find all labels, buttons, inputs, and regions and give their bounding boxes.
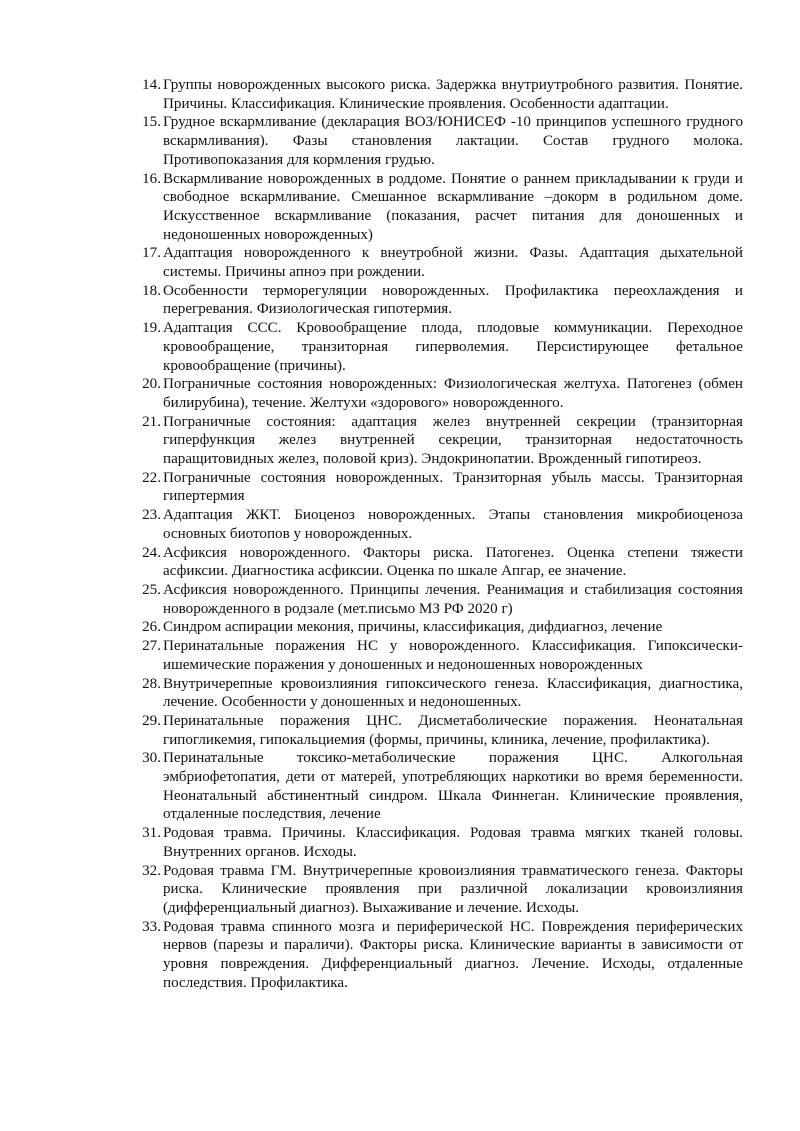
list-item bbox=[133, 824, 743, 861]
item-text: Пограничные состояния новорожденных: Физиологическая желтуха. Патогенез (обмен билирубина), течение. Желтухи «здорового» новорожденного. bbox=[163, 376, 743, 411]
item-number: 15. bbox=[142, 114, 161, 131]
list-item bbox=[133, 581, 743, 618]
item-text: Пограничные состояния: адаптация желез внутренней секреции (транзиторная гиперфункция желез внутренней секреции, транзиторная недостаточность паращитовидных желез, половой криз). Эндокринопатии. Врожденный гипотиреоз. bbox=[163, 413, 743, 468]
list-item bbox=[133, 544, 743, 581]
item-number: 30. bbox=[142, 750, 161, 767]
item-text: Родовая травма спинного мозга и периферической НС. Повреждения периферических нервов (парезы и параличи). Факторы риска. Клинические варианты в зависимости от уровня повреждения. Дифференциальный диагноз. Лечение. Исходы, отдаленные последствия. Профилактика. bbox=[163, 918, 743, 991]
list-item bbox=[133, 506, 743, 543]
item-number: 18. bbox=[142, 282, 161, 299]
item-number: 22. bbox=[142, 469, 161, 486]
item-text: Асфиксия новорожденного. Факторы риска. Патогенез. Оценка степени тяжести асфиксии. Диагностика асфиксии. Оценка по шкале Апгар, ее значение. bbox=[163, 544, 743, 580]
list-item bbox=[133, 712, 743, 749]
list-item bbox=[133, 749, 743, 824]
list-item bbox=[133, 375, 743, 412]
question-list bbox=[133, 76, 743, 992]
item-number: 24. bbox=[142, 544, 161, 561]
item-number: 33. bbox=[142, 918, 161, 935]
item-number: 28. bbox=[142, 675, 161, 692]
item-number: 14. bbox=[142, 77, 161, 93]
list-item bbox=[133, 618, 743, 637]
item-text: Адаптация ССС. Кровообращение плода, плодовые коммуникации. Переходное кровообращение, транзиторная гиперволемия. Персистирующее фетальное кровообращение (причины). bbox=[163, 320, 743, 374]
item-text: Грудное вскармливание (декларация ВОЗ/ЮНИСЕФ -10 принципов успешного грудного вскармливания). Фазы становления лактации. Состав грудного молока. Противопоказания для кормления грудью. bbox=[163, 114, 743, 168]
list-item bbox=[133, 469, 743, 506]
item-number: 26. bbox=[142, 619, 161, 636]
item-text: Перинатальные токсико-метаболические поражения ЦНС. Алкогольная эмбриофетопатия, дети от матерей, употребляющих наркотики во время беременности. Неонатальный абстинентный синдром. Шкала Финнеган. Клинические проявления, отдаленные последствия, лечение bbox=[163, 750, 743, 823]
item-text: Синдром аспирации мекония, причины, классификация, дифдиагноз, лечение bbox=[163, 619, 663, 636]
item-number: 20. bbox=[142, 376, 161, 393]
item-number: 17. bbox=[142, 245, 161, 262]
list-item bbox=[133, 76, 743, 113]
item-text: Родовая травма ГМ. Внутричерепные кровоизлияния травматического генеза. Факторы риска. Клинические проявления при различной локализации кровоизлияния (дифференциальный диагноз). Выхаживание и лечение. Исходы. bbox=[163, 862, 743, 916]
item-text: Внутричерепные кровоизлияния гипоксического генеза. Классификация, диагностика, лечение. Особенности у доношенных и недоношенных. bbox=[163, 675, 743, 711]
list-item bbox=[133, 413, 743, 469]
item-text: Перинатальные поражения ЦНС. Дисметаболические поражения. Неонатальная гипогликемия, гипокальциемия (формы, причины, клиника, лечение, профилактика). bbox=[163, 712, 743, 748]
item-number: 25. bbox=[142, 581, 161, 598]
item-text: Пограничные состояния новорожденных. Транзиторная убыль массы. Транзиторная гипертермия bbox=[163, 469, 743, 505]
item-number: 16. bbox=[142, 170, 161, 187]
item-number: 27. bbox=[142, 638, 161, 655]
list-item bbox=[133, 918, 743, 993]
item-text: Особенности терморегуляции новорожденных. Профилактика переохлаждения и перегревания. Физиологическая гипотермия. bbox=[163, 282, 743, 318]
item-text: Асфиксия новорожденного. Принципы лечения. Реанимация и стабилизация состояния новорожденного в родзале (мет.письмо МЗ РФ 2020 г) bbox=[163, 581, 743, 617]
list-item bbox=[133, 637, 743, 674]
item-number: 29. bbox=[142, 712, 161, 729]
list-item bbox=[133, 113, 743, 169]
item-text: Перинатальные поражения НС у новорожденного. Классификация. Гипоксически-ишемические поражения у доношенных и недоношенных новорожденных bbox=[163, 638, 743, 673]
list-item bbox=[133, 282, 743, 319]
list-item bbox=[133, 244, 743, 281]
list-item bbox=[133, 170, 743, 245]
item-number: 21. bbox=[142, 413, 161, 430]
item-text: Адаптация ЖКТ. Биоценоз новорожденных. Этапы становления микробиоценоза основных биотопов у новорожденных. bbox=[163, 507, 743, 542]
item-number: 32. bbox=[142, 862, 161, 879]
item-text: Адаптация новорожденного к внеутробной жизни. Фазы. Адаптация дыхательной системы. Причины апноэ при рождении. bbox=[163, 245, 743, 281]
item-text: Группы новорожденных высокого риска. Задержка внутриутробного развития. Понятие. Причины. Классификация. Клинические проявления. Особенности адаптации. bbox=[163, 77, 743, 112]
item-text: Вскармливание новорожденных в роддоме. Понятие о раннем прикладывании к груди и свободное вскармливание. Смешанное вскармливание –докорм в родильном доме. Искусственное вскармливание (показания, расчет питания для доношенных и недоношенных новорожденных) bbox=[163, 170, 743, 243]
item-number: 31. bbox=[142, 825, 161, 842]
item-number: 23. bbox=[142, 507, 161, 524]
item-number: 19. bbox=[142, 320, 161, 337]
list-item bbox=[133, 862, 743, 918]
list-item bbox=[133, 319, 743, 375]
list-item bbox=[133, 675, 743, 712]
item-text: Родовая травма. Причины. Классификация. Родовая травма мягких тканей головы. Внутренних органов. Исходы. bbox=[163, 825, 743, 860]
